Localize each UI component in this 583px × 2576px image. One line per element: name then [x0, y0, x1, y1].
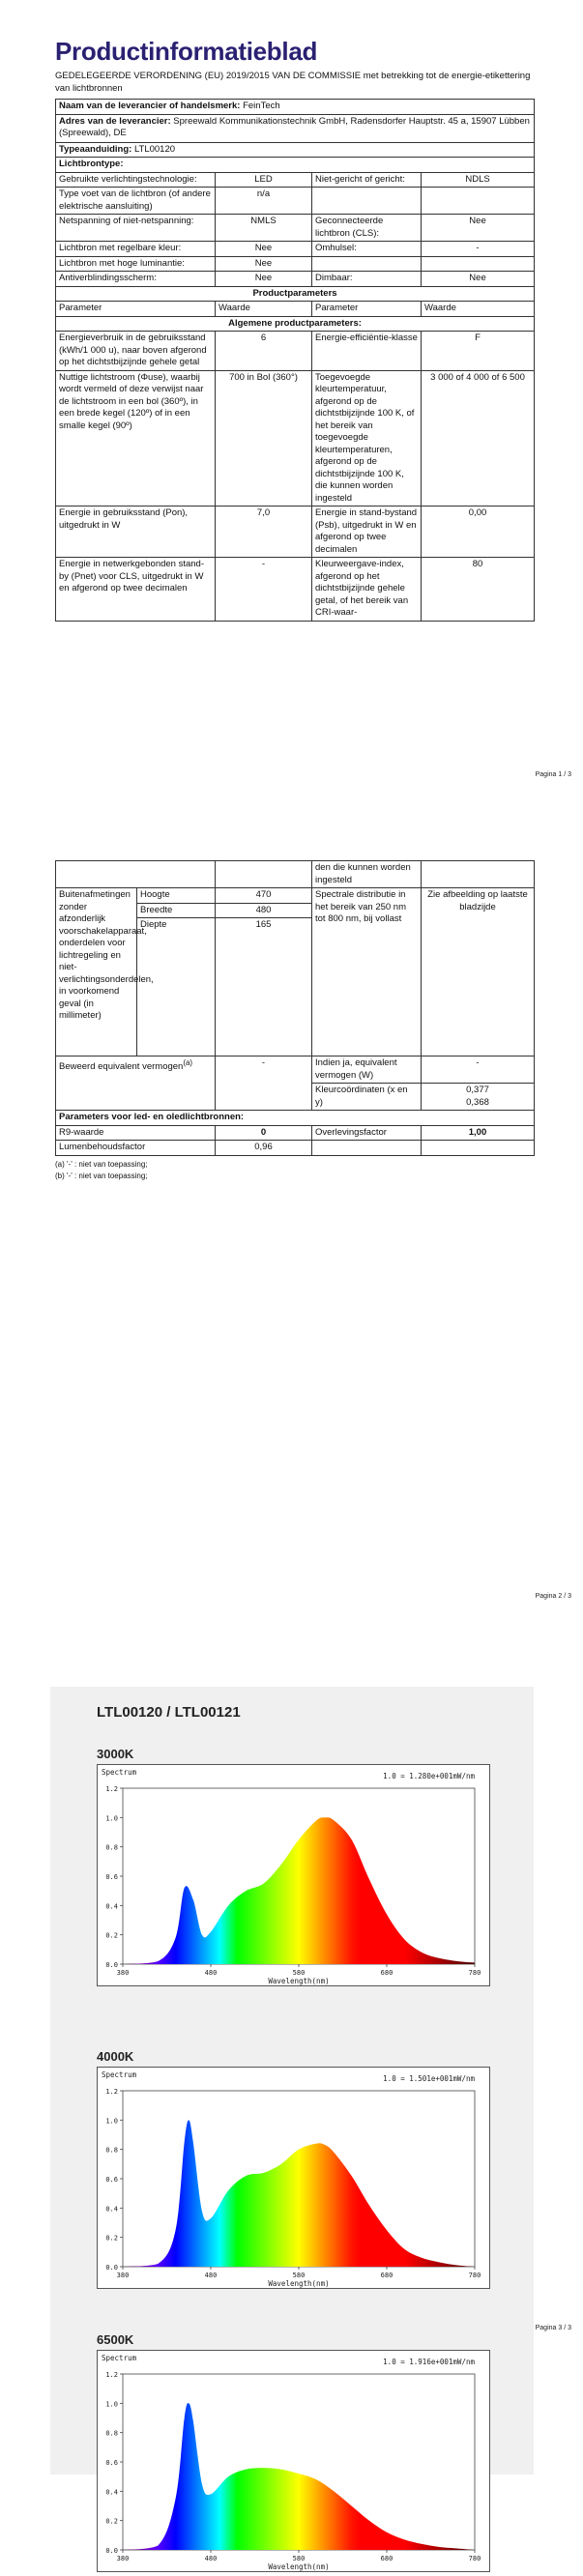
cct-label: Toegevoegde kleurtemperatuur, afgerond op de dichtstbijzijnde 100 K, of het bereik van toegevoegde kleurtemperaturen, afgerond op de dichtstbijzijnde 100 K, die kunnen worden ingesteld: [312, 370, 422, 507]
spectrum-chart-6500k: [97, 2350, 490, 2572]
envelope-value: -: [422, 242, 535, 257]
model-row: [56, 142, 535, 158]
product-table-page-1: [55, 99, 535, 622]
x-axis-label: Wavelength(nm): [268, 1977, 329, 1985]
width-value: 480: [216, 903, 312, 918]
y-tick-label: 1.0: [105, 2400, 118, 2408]
pnet-value: -: [216, 558, 312, 622]
x-axis-label: Wavelength(nm): [268, 2562, 329, 2571]
y-tick-label: 0.0: [105, 2264, 118, 2272]
cap-value: n/a: [216, 188, 312, 215]
y-tick-label: 0.4: [105, 2205, 118, 2213]
energy-on-value: 6: [216, 332, 312, 371]
survival-value: 1,00: [422, 1125, 535, 1141]
x-tick-label: 680: [381, 2272, 394, 2279]
spectrum-svg-6500k: [98, 2351, 489, 2571]
spectrum-chart-3000k: [97, 1764, 490, 1986]
height-label: Hoogte: [137, 888, 216, 904]
scale-label: 1.0 = 1.916e+001mW/nm: [383, 2358, 475, 2366]
lumen-label: Lumenbehoudsfactor: [56, 1141, 216, 1156]
tech-label: Gebruikte verlichtingstechnologie:: [56, 172, 216, 188]
cls-value: Nee: [422, 215, 535, 242]
y-tick-label: 1.2: [105, 2371, 118, 2379]
lumen-value: 0,96: [216, 1141, 312, 1156]
table-row: [56, 1056, 535, 1084]
page-3: [0, 1653, 583, 2475]
footnotes: [55, 1159, 534, 1182]
survival-label: Overlevingsfactor: [312, 1125, 422, 1141]
kelvin-label-3000: 3000K: [97, 1747, 133, 1761]
mains-label: Netspanning of niet-netspanning:: [56, 215, 216, 242]
table-row: [56, 558, 535, 622]
light-source-type-row: [56, 158, 535, 173]
address-row: [56, 114, 535, 142]
directional-value: NDLS: [422, 172, 535, 188]
y-tick-label: 0.0: [105, 1961, 118, 1969]
outer-dim-label: Buitenafmetingen zonder afzonderlijk voorschakelapparaat, onderdelen voor lichtregeling en niet-verlichtingsonderdelen, in voorkomend geval (in millimeter): [56, 888, 137, 1056]
col-param-2: Parameter: [312, 302, 422, 317]
page-number: Pagina 3 / 3: [536, 2325, 571, 2331]
chroma-value: [422, 1084, 535, 1111]
r9-value: 0: [216, 1125, 312, 1141]
chroma-label: Kleurcoördinaten (x en y): [312, 1084, 422, 1111]
section-header-row: [56, 286, 535, 302]
envelope-label: Omhulsel:: [312, 242, 422, 257]
col-value-1: Waarde: [216, 302, 312, 317]
model-value: LTL00120: [134, 144, 175, 155]
cls-label: Geconnecteerde lichtbron (CLS):: [312, 215, 422, 242]
dimmable-value: Nee: [422, 272, 535, 287]
pon-value: 7,0: [216, 507, 312, 558]
y-tick-label: 0.2: [105, 2518, 118, 2526]
section-header-row: [56, 316, 535, 332]
antiglare-label: Antiverblindingsscherm:: [56, 272, 216, 287]
r9-label: R9-waarde: [56, 1125, 216, 1141]
table-row: [56, 861, 535, 888]
spectrum-chart-4000k: [97, 2067, 490, 2289]
product-table-page-2: [55, 860, 535, 1156]
spectrum-svg-3000k: [98, 1765, 489, 1985]
product-info-sheet-cont: [55, 860, 534, 1182]
col-param-1: Parameter: [56, 302, 216, 317]
eclass-label: Energie-efficiëntie-klasse: [312, 332, 422, 371]
table-row: [56, 370, 535, 507]
y-tick-label: 1.0: [105, 1814, 118, 1822]
dimmable-label: Dimbaar:: [312, 272, 422, 287]
page-number: Pagina 2 / 3: [536, 1593, 571, 1600]
y-tick-label: 1.0: [105, 2117, 118, 2125]
psb-value: 0,00: [422, 507, 535, 558]
table-row: [56, 215, 535, 242]
highlum-label: Lichtbron met hoge luminantie:: [56, 256, 216, 272]
y-tick-label: 0.6: [105, 2459, 118, 2467]
y-tick-label: 0.4: [105, 2488, 118, 2496]
equiv-w-value: -: [422, 1056, 535, 1084]
x-tick-label: 580: [293, 2272, 306, 2279]
spectrum-heading: LTL00120 / LTL00121: [97, 1704, 241, 1721]
y-tick-label: 0.8: [105, 1844, 118, 1852]
address-value: Spreewald Kommunikationstechnik GmbH, Radensdorfer Hauptstr. 45 a, 15907 Lübben (Spreewald), DE: [59, 116, 530, 139]
y-tick-label: 0.4: [105, 1902, 118, 1910]
energy-on-label: Energieverbruik in de gebruiksstand (kWh/1 000 u), naar boven afgerond op het dichtstbijzijnde gehele getal: [56, 332, 216, 371]
x-tick-label: 480: [205, 1969, 218, 1977]
antiglare-value: Nee: [216, 272, 312, 287]
tunable-label: Lichtbron met regelbare kleur:: [56, 242, 216, 257]
supplier-value: FeinTech: [243, 101, 280, 111]
cri-label: Kleurweergave-index, afgerond op het dichtstbijzijnde gehele getal, of het bereik van CRI-waar-: [312, 558, 422, 622]
table-row: [56, 332, 535, 371]
x-tick-label: 480: [205, 2555, 218, 2562]
spd-label: Spectrale distributie in het bereik van 250 nm tot 800 nm, bij vollast: [312, 888, 422, 1056]
general-header: Algemene productparameters:: [56, 316, 535, 332]
y-tick-label: 0.2: [105, 2235, 118, 2243]
axis-title: Spectrum: [102, 2070, 137, 2079]
y-tick-label: 0.8: [105, 2147, 118, 2155]
table-row: [56, 507, 535, 558]
x-tick-label: 380: [117, 1969, 130, 1977]
cri-continued: den die kunnen worden ingesteld: [312, 861, 422, 888]
kelvin-label-6500: 6500K: [97, 2332, 133, 2347]
height-value: 470: [216, 888, 312, 904]
pon-label: Energie in gebruiksstand (Pon), uitgedrukt in W: [56, 507, 216, 558]
chroma-y: 0,368: [424, 1097, 531, 1110]
led-header: Parameters voor led- en oledlichtbronnen:: [56, 1111, 535, 1126]
y-tick-label: 0.2: [105, 1932, 118, 1940]
spectrum-svg-4000k: [98, 2068, 489, 2288]
x-tick-label: 680: [381, 1969, 394, 1977]
x-tick-label: 780: [469, 1969, 481, 1977]
table-row: [56, 172, 535, 188]
light-source-type-label: Lichtbrontype:: [56, 158, 535, 173]
tech-value: LED: [216, 172, 312, 188]
page-2: [0, 860, 583, 1614]
regulation-text: GEDELEGEERDE VERORDENING (EU) 2019/2015 VAN DE COMMISSIE met betrekking tot de energie-etikettering van lichtbronnen: [55, 70, 534, 95]
params-header: Productparameters: [56, 286, 535, 302]
x-tick-label: 580: [293, 2555, 306, 2562]
footnote-b: (b) '-' : niet van toepassing;: [55, 1171, 534, 1182]
table-row: [56, 256, 535, 272]
x-tick-label: 680: [381, 2555, 394, 2562]
equiv-value: -: [216, 1056, 312, 1111]
highlum-value: Nee: [216, 256, 312, 272]
spectrum-area: [123, 2403, 475, 2550]
address-label: Adres van de leverancier:: [59, 116, 171, 127]
section-header-row: [56, 1111, 535, 1126]
x-tick-label: 380: [117, 2555, 130, 2562]
col-value-2: Waarde: [422, 302, 535, 317]
scale-label: 1.0 = 1.280e+001mW/nm: [383, 1772, 475, 1780]
equiv-w-label: Indien ja, equivalent vermogen (W): [312, 1056, 422, 1084]
x-tick-label: 480: [205, 2272, 218, 2279]
x-tick-label: 380: [117, 2272, 130, 2279]
cct-value: 3 000 of 4 000 of 6 500: [422, 370, 535, 507]
y-tick-label: 0.8: [105, 2430, 118, 2438]
supplier-row: [56, 100, 535, 115]
spectrum-area: [123, 1817, 475, 1964]
scale-label: 1.0 = 1.501e+001mW/nm: [383, 2074, 475, 2083]
x-tick-label: 780: [469, 2272, 481, 2279]
column-header-row: [56, 302, 535, 317]
table-row: [56, 1125, 535, 1141]
x-tick-label: 780: [469, 2555, 481, 2562]
footnote-a: (a) '-' : niet van toepassing;: [55, 1159, 534, 1171]
directional-label: Niet-gericht of gericht:: [312, 172, 422, 188]
chroma-x: 0,377: [424, 1085, 531, 1097]
cri-value: 80: [422, 558, 535, 622]
table-row: [56, 1141, 535, 1156]
axis-title: Spectrum: [102, 1768, 137, 1777]
tunable-value: Nee: [216, 242, 312, 257]
depth-label: Diepte: [137, 918, 216, 1056]
y-tick-label: 1.2: [105, 2088, 118, 2096]
equiv-label: Beweerd equivalent vermogen$^{(a)}$: [56, 1056, 216, 1111]
table-row: [56, 188, 535, 215]
page-1: [0, 0, 583, 793]
spectrum-panel: [50, 1687, 534, 2475]
x-tick-label: 580: [293, 1969, 306, 1977]
axis-title: Spectrum: [102, 2354, 137, 2362]
flux-label: Nuttige lichtstroom (Φuse), waarbij wordt vermeld of deze verwijst naar de lichtstroom in een bol (360º), in een brede kegel (120º) of in een smalle kegel (90º): [56, 370, 216, 507]
page-title: Productinformatieblad: [55, 37, 534, 67]
table-row: [56, 242, 535, 257]
x-axis-label: Wavelength(nm): [268, 2279, 329, 2288]
mains-value: NMLS: [216, 215, 312, 242]
y-tick-label: 0.6: [105, 2176, 118, 2184]
width-label: Breedte: [137, 903, 216, 918]
depth-value: 165: [216, 918, 312, 1056]
flux-value: 700 in Bol (360°): [216, 370, 312, 507]
y-tick-label: 0.6: [105, 1873, 118, 1881]
y-tick-label: 0.0: [105, 2547, 118, 2555]
table-row: [56, 272, 535, 287]
table-row: [56, 888, 535, 904]
page-number: Pagina 1 / 3: [536, 771, 571, 778]
spectrum-area: [123, 2120, 475, 2267]
eclass-value: F: [422, 332, 535, 371]
pnet-label: Energie in netwerkgebonden stand-by (Pnet) voor CLS, uitgedrukt in W en afgerond op twee decimalen: [56, 558, 216, 622]
cap-label: Type voet van de lichtbron (of andere elektrische aansluiting): [56, 188, 216, 215]
supplier-label: Naam van de leverancier of handelsmerk:: [59, 101, 240, 111]
product-info-sheet: [55, 37, 534, 622]
y-tick-label: 1.2: [105, 1785, 118, 1793]
kelvin-label-4000: 4000K: [97, 2049, 133, 2064]
psb-label: Energie in stand-bystand (Psb), uitgedrukt in W en afgerond op twee decimalen: [312, 507, 422, 558]
spd-value: Zie afbeelding op laatste bladzijde: [422, 888, 535, 1056]
model-label: Typeaanduiding:: [59, 144, 131, 155]
